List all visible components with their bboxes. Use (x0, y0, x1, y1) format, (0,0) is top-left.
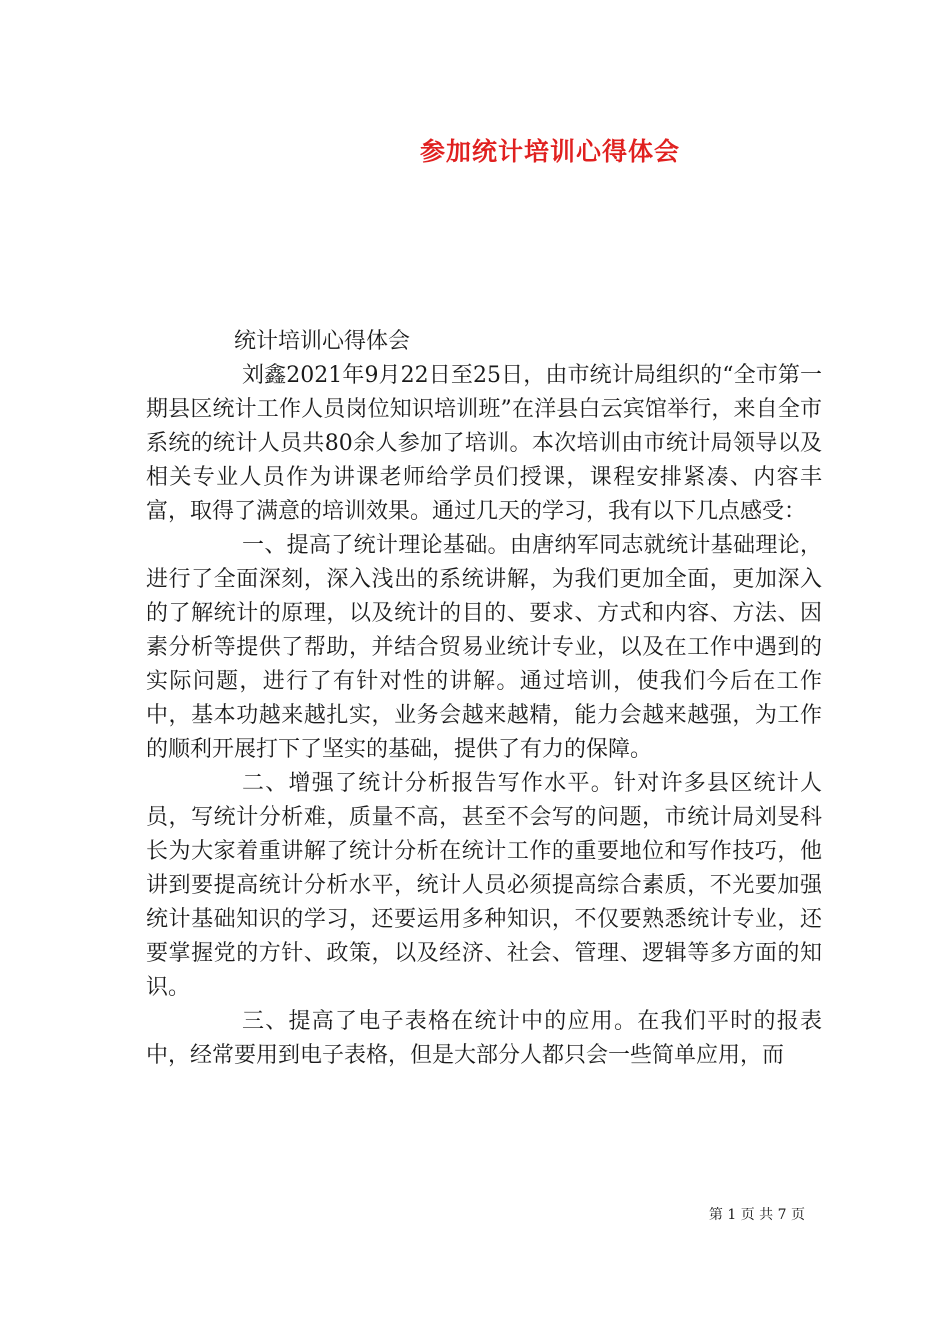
document-subtitle: 统计培训心得体会 (234, 329, 411, 354)
paragraph-point-three: 三、提高了电子表格在统计中的应用。在我们平时的报表中，经常要用到电子表格，但是大部分人都只会一些简单应用，而 (146, 1009, 822, 1068)
page-number-footer: 第 1 页 共 7 页 (708, 1207, 805, 1223)
paragraph-intro: 刘鑫2021年9月22日至25日，由市统计局组织的“全市第一期县区统计工作人员岗位知识培训班”在洋县白云宾馆举行，来自全市系统的统计人员共80余人参加了培训。本次培训由市统计局领导以及相关专业人员作为讲课老师给学员们授课，课程安排紧凑、内容丰富，取得了满意的培训效果。通过几天的学习，我有以下几点感受： (146, 363, 822, 524)
document-body (146, 325, 822, 1073)
paragraph-point-one: 一、提高了统计理论基础。由唐纳军同志就统计基础理论，进行了全面深刻，深入浅出的系统讲解，为我们更加全面，更加深入的了解统计的原理，以及统计的目的、要求、方式和内容、方法、因素分析等提供了帮助，并结合贸易业统计专业，以及在工作中遇到的实际问题，进行了有针对性的讲解。通过培训，使我们今后在工作中，基本功越来越扎实，业务会越来越精，能力会越来越强，为工作的顺利开展打下了坚实的基础，提供了有力的保障。 (146, 533, 822, 762)
document-title: 参加统计培训心得体会 (419, 137, 680, 166)
paragraph-point-two: 二、增强了统计分析报告写作水平。针对许多县区统计人员，写统计分析难，质量不高，甚至不会写的问题，市统计局刘旻科长为大家着重讲解了统计分析在统计工作的重要地位和写作技巧，他讲到要提高统计分析水平，统计人员必须提高综合素质，不光要加强统计基础知识的学习，还要运用多种知识，不仅要熟悉统计专业，还要掌握党的方针、政策，以及经济、社会、管理、逻辑等多方面的知识。 (146, 771, 822, 1000)
